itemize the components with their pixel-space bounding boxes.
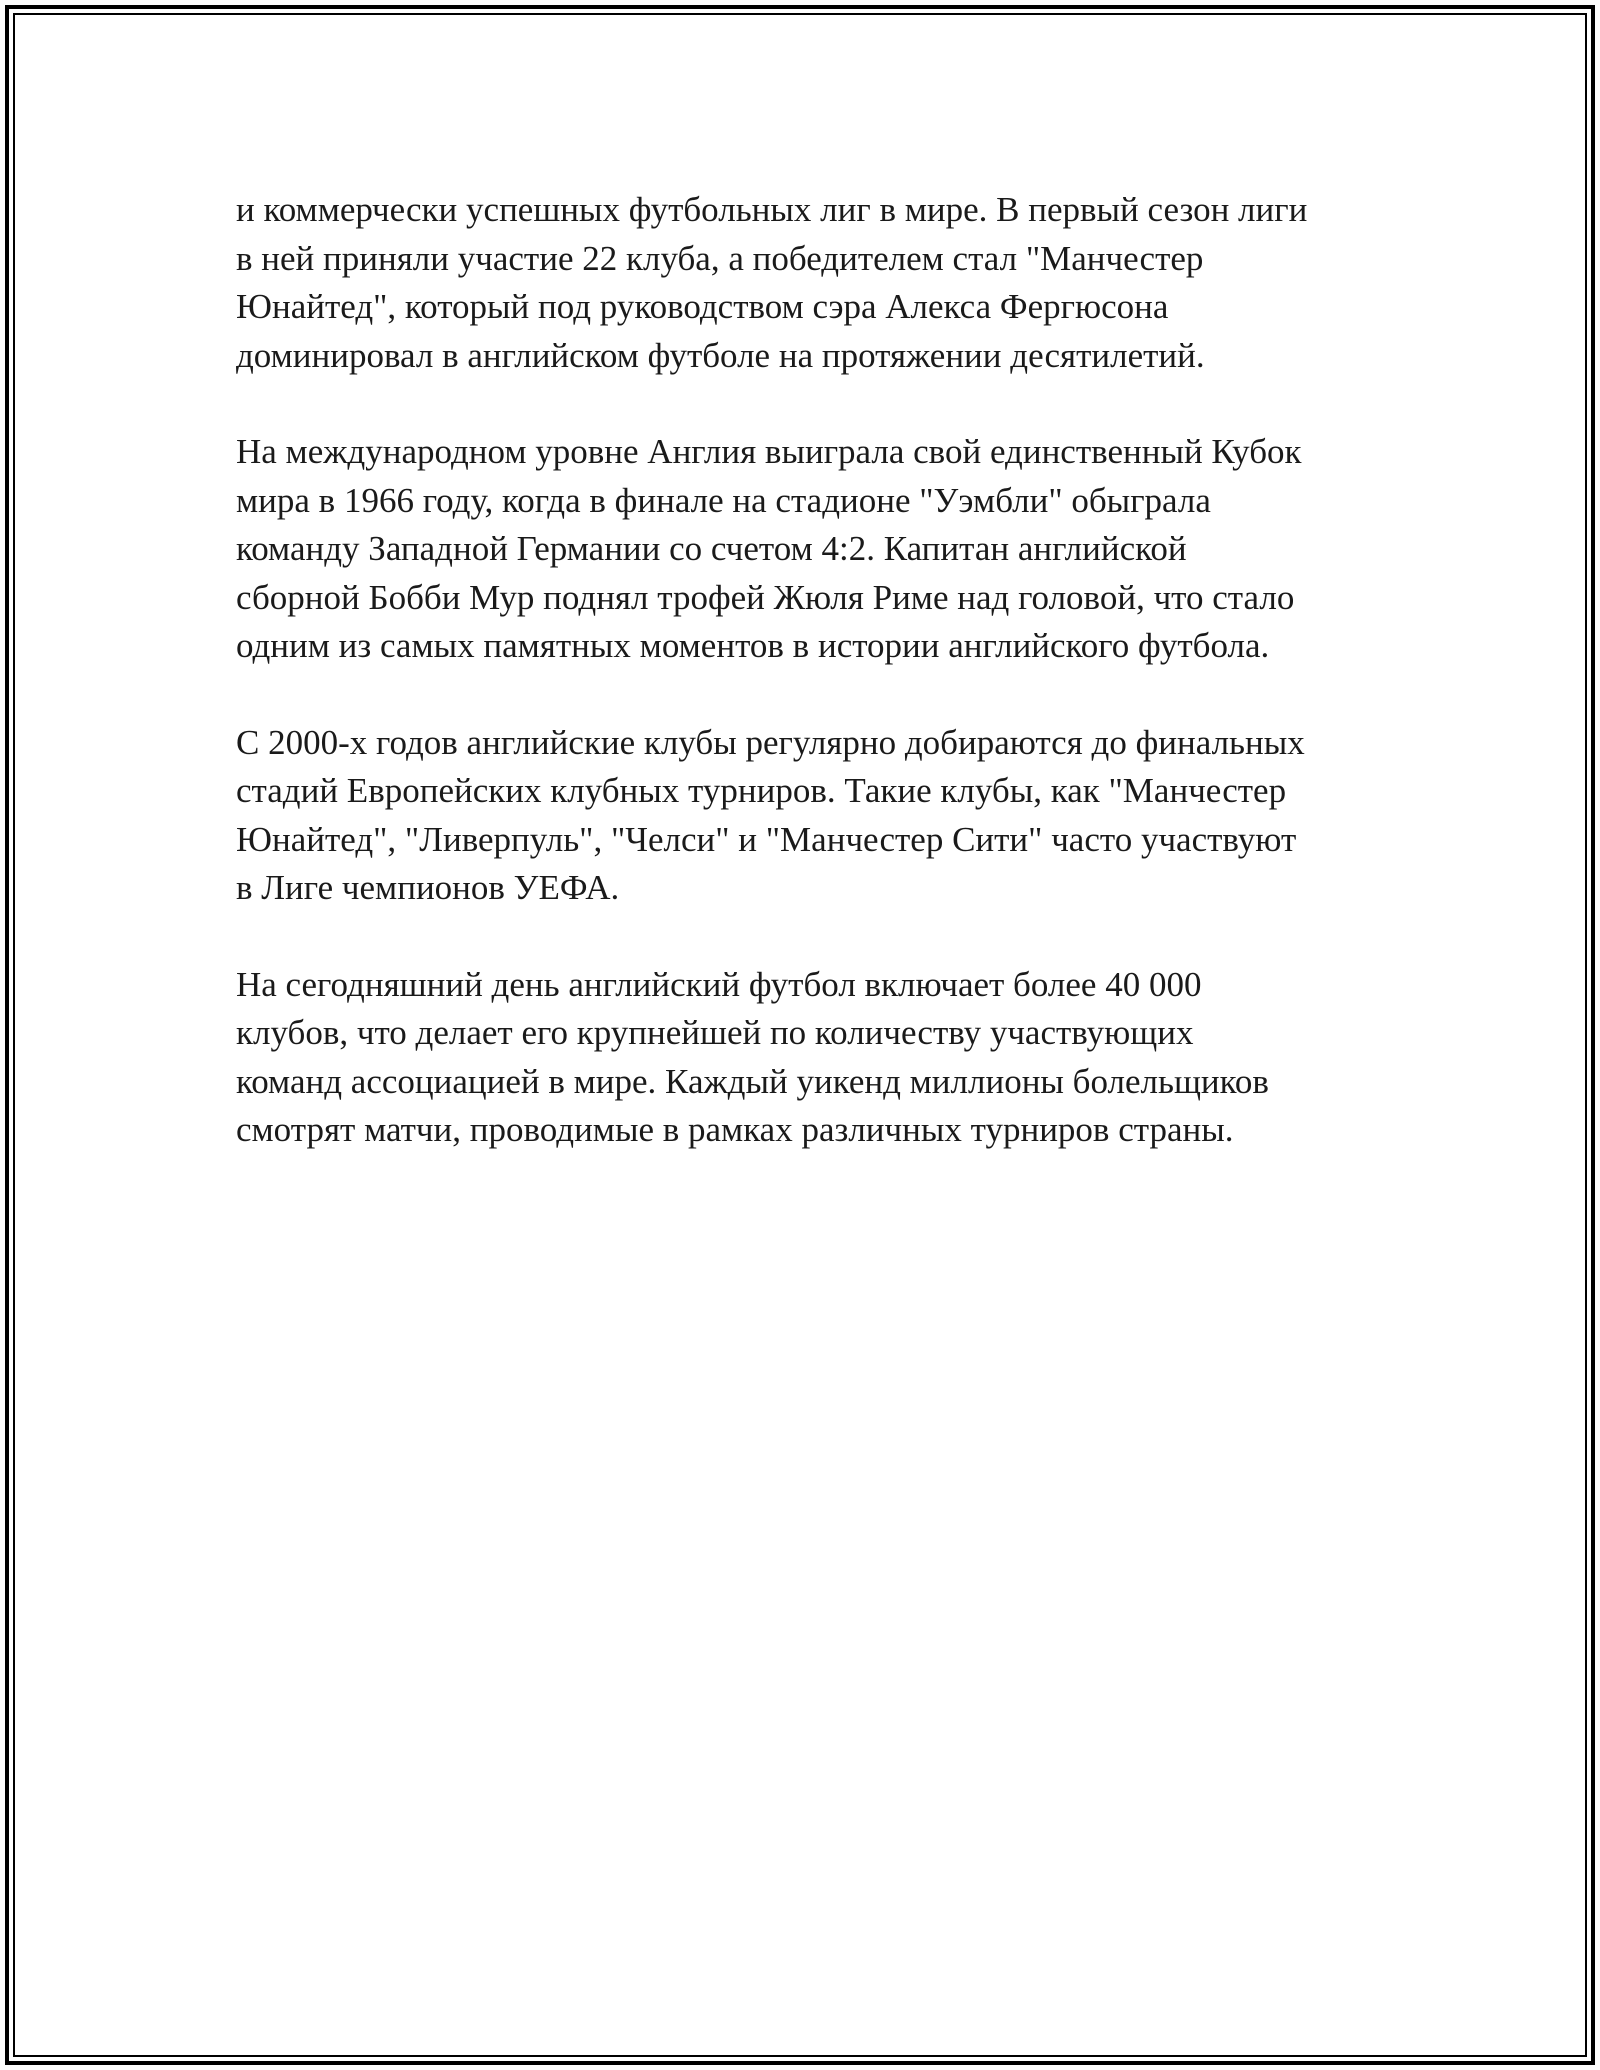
text-line: и коммерчески успешных футбольных лиг в мире. В первый сезон лиги bbox=[236, 190, 1308, 229]
text-line: стадий Европейских клубных турниров. Такие клубы, как "Манчестер bbox=[236, 771, 1287, 810]
paragraph-football-today bbox=[236, 961, 1396, 1155]
text-line: одним из самых памятных моментов в истории английского футбола. bbox=[236, 626, 1270, 665]
text-line: клубов, что делает его крупнейшей по количеству участвующих bbox=[236, 1013, 1194, 1052]
document-body bbox=[236, 186, 1396, 1203]
text-line: сборной Бобби Мур поднял трофей Жюля Риме над головой, что стало bbox=[236, 577, 1295, 617]
paragraph-premier-league bbox=[236, 186, 1396, 380]
text-line: мира в 1966 году, когда в финале на стадионе "Уэмбли" обыграла bbox=[236, 480, 1211, 520]
text-line: в ней приняли участие 22 клуба, а победителем стал "Манчестер bbox=[236, 238, 1204, 278]
text-line: С 2000-х годов английские клубы регулярно добираются до финальных bbox=[236, 722, 1305, 762]
paragraph-world-cup bbox=[236, 428, 1396, 671]
text-line: команду Западной Германии со счетом 4:2. Капитан английской bbox=[236, 529, 1187, 568]
text-line: смотрят матчи, проводимые в рамках различных турниров страны. bbox=[236, 1110, 1234, 1149]
text-line: доминировал в английском футболе на протяжении десятилетий. bbox=[236, 335, 1205, 375]
text-line: Юнайтед", "Ливерпуль", "Челси" и "Манчестер Сити" часто участвуют bbox=[236, 819, 1297, 859]
paragraph-european-clubs bbox=[236, 719, 1396, 913]
text-line: команд ассоциацией в мире. Каждый уикенд миллионы болельщиков bbox=[236, 1061, 1269, 1101]
text-line: в Лиге чемпионов УЕФА. bbox=[236, 868, 620, 907]
text-line: На международном уровне Англия выиграла свой единственный Кубок bbox=[236, 432, 1302, 471]
text-line: Юнайтед", который под руководством сэра Алекса Фергюсона bbox=[236, 287, 1169, 326]
text-line: На сегодняшний день английский футбол включает более 40 000 bbox=[236, 964, 1202, 1004]
